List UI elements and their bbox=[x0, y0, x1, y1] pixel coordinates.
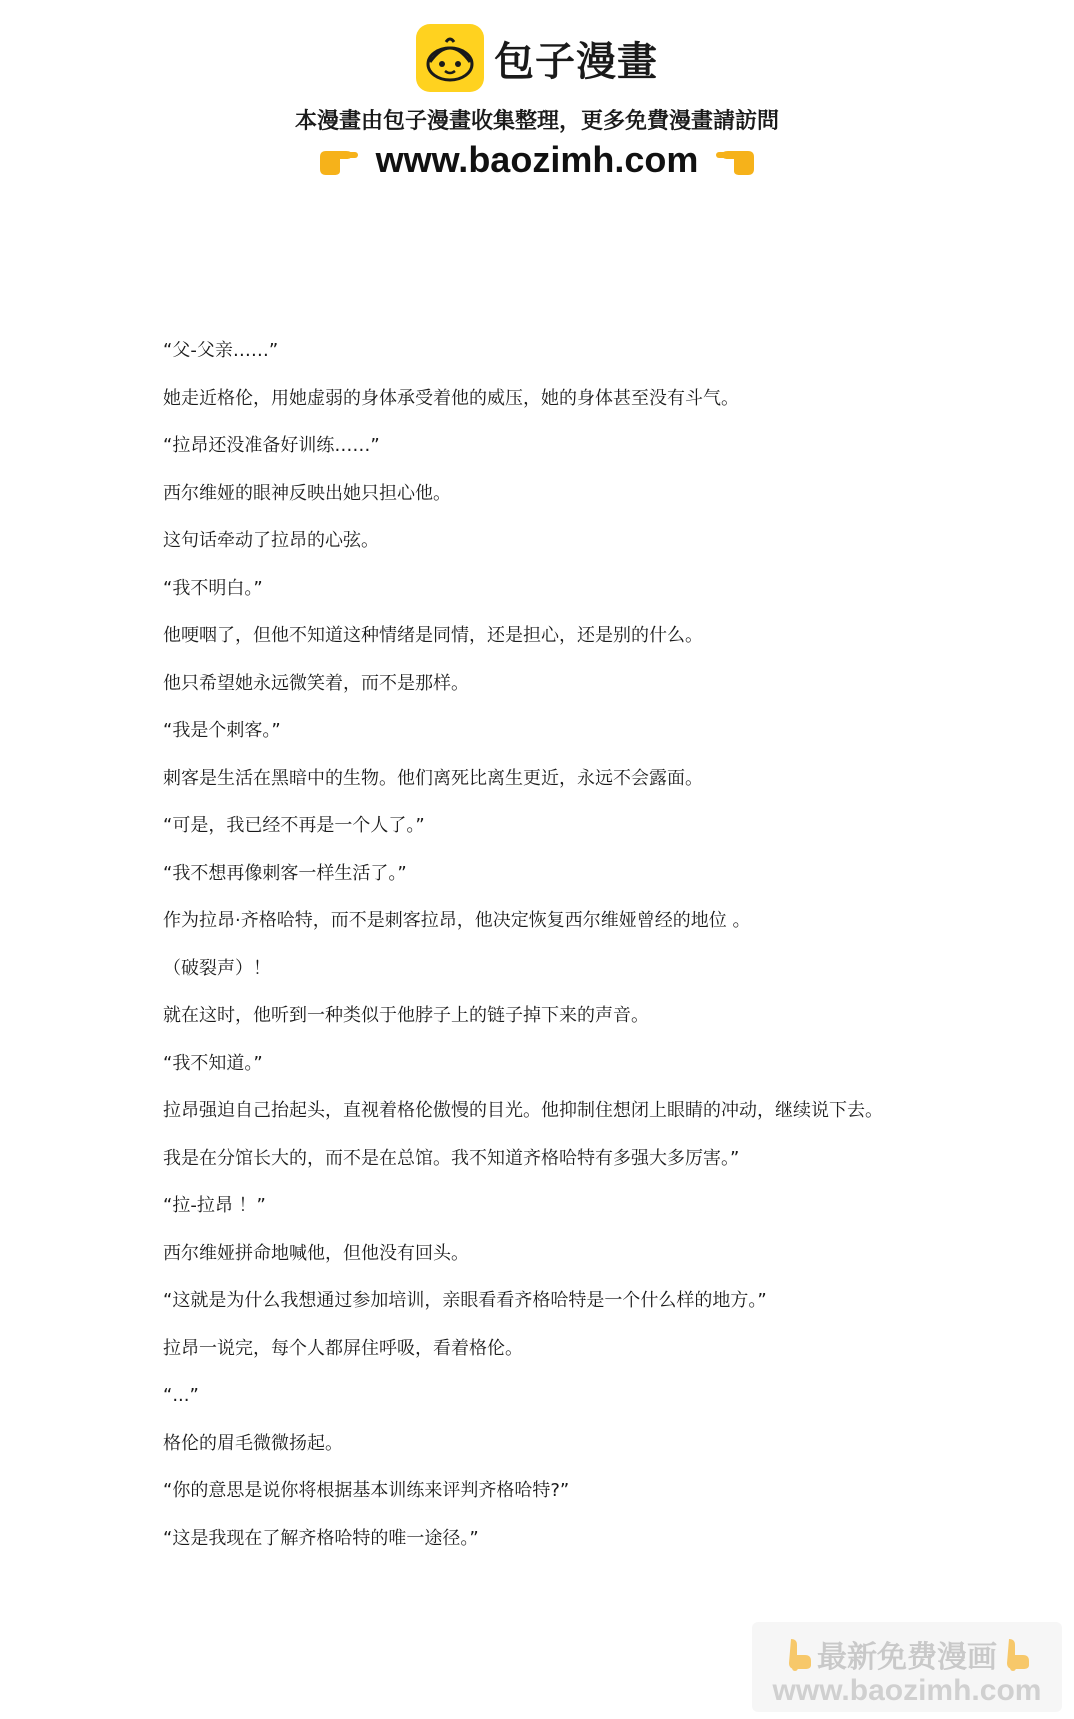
paragraph: 他只希望她永远微笑着，而不是那样。 bbox=[163, 672, 469, 694]
tagline: 本漫畫由包子漫畫收集整理，更多免費漫畫請訪問 bbox=[294, 109, 779, 134]
url-row[interactable] bbox=[0, 135, 1074, 185]
pointing-right-hand-icon bbox=[316, 143, 360, 177]
paragraph: 他哽咽了，但他不知道这种情绪是同情，还是担心，还是别的什么。 bbox=[163, 625, 703, 646]
paragraph: 她走近格伦，用她虚弱的身体承受着他的威压，她的身体甚至没有斗气。 bbox=[163, 387, 739, 409]
paragraph: “这是我现在了解齐格哈特的唯一途径。” bbox=[163, 1527, 479, 1549]
site-name[interactable]: 包子漫畫 bbox=[494, 38, 658, 85]
paragraph: 我是在分馆长大的，而不是在总馆。我不知道齐格哈特有多强大多厉害。” bbox=[163, 1147, 740, 1169]
paragraph: 格伦的眉毛微微扬起。 bbox=[163, 1432, 343, 1454]
paragraph: “拉-拉昂 ！” bbox=[163, 1195, 266, 1216]
watermark[interactable] bbox=[752, 1622, 1062, 1712]
paragraph: “我不想再像刺客一样生活了。” bbox=[163, 862, 407, 884]
story-text bbox=[163, 334, 923, 1569]
paragraph: “你的意思是说你将根据基本训练来评判齐格哈特?” bbox=[163, 1480, 570, 1501]
paragraph: 这句话牵动了拉昂的心弦。 bbox=[163, 530, 379, 551]
watermark-title-row bbox=[752, 1632, 1062, 1676]
paragraph: 西尔维娅拼命地喊他，但他没有回头。 bbox=[163, 1242, 469, 1264]
paragraph: 作为拉昂·齐格哈特，而不是刺客拉昂，他决定恢复西尔维娅曾经的地位 。 bbox=[163, 910, 751, 931]
paragraph: “拉昂还没准备好训练……” bbox=[163, 435, 380, 456]
paragraph: “我不知道。” bbox=[163, 1052, 263, 1074]
site-url[interactable]: www.baozimh.com bbox=[375, 139, 699, 180]
pointing-down-hand-icon bbox=[1001, 1637, 1031, 1671]
paragraph: 西尔维娅的眼神反映出她只担心他。 bbox=[163, 482, 451, 504]
bun-mascot-icon bbox=[416, 24, 484, 92]
site-header bbox=[0, 0, 1074, 200]
paragraph: “父-父亲……” bbox=[163, 340, 279, 361]
paragraph: “我不明白。” bbox=[163, 577, 263, 599]
paragraph: “...” bbox=[163, 1385, 199, 1406]
watermark-url[interactable]: www.baozimh.com bbox=[772, 1674, 1042, 1707]
paragraph: “这就是为什么我想通过参加培训，亲眼看看齐格哈特是一个什么样的地方。” bbox=[163, 1290, 767, 1311]
paragraph: “我是个刺客。” bbox=[163, 720, 281, 741]
pointing-down-hand-icon bbox=[783, 1637, 813, 1671]
logo-row[interactable] bbox=[0, 22, 1074, 94]
paragraph: （破裂声）！ bbox=[163, 957, 271, 979]
pointing-left-hand-icon bbox=[714, 143, 758, 177]
paragraph: 刺客是生活在黑暗中的生物。他们离死比离生更近，永远不会露面。 bbox=[163, 767, 703, 789]
paragraph: 拉昂一说完，每个人都屏住呼吸，看着格伦。 bbox=[163, 1337, 523, 1359]
watermark-title: 最新免费漫画 bbox=[817, 1640, 997, 1675]
paragraph: 拉昂强迫自己抬起头，直视着格伦傲慢的目光。他抑制住想闭上眼睛的冲动，继续说下去。 bbox=[163, 1100, 883, 1121]
paragraph: “可是，我已经不再是一个人了。” bbox=[163, 815, 425, 836]
paragraph: 就在这时，他听到一种类似于他脖子上的链子掉下来的声音。 bbox=[163, 1005, 649, 1026]
